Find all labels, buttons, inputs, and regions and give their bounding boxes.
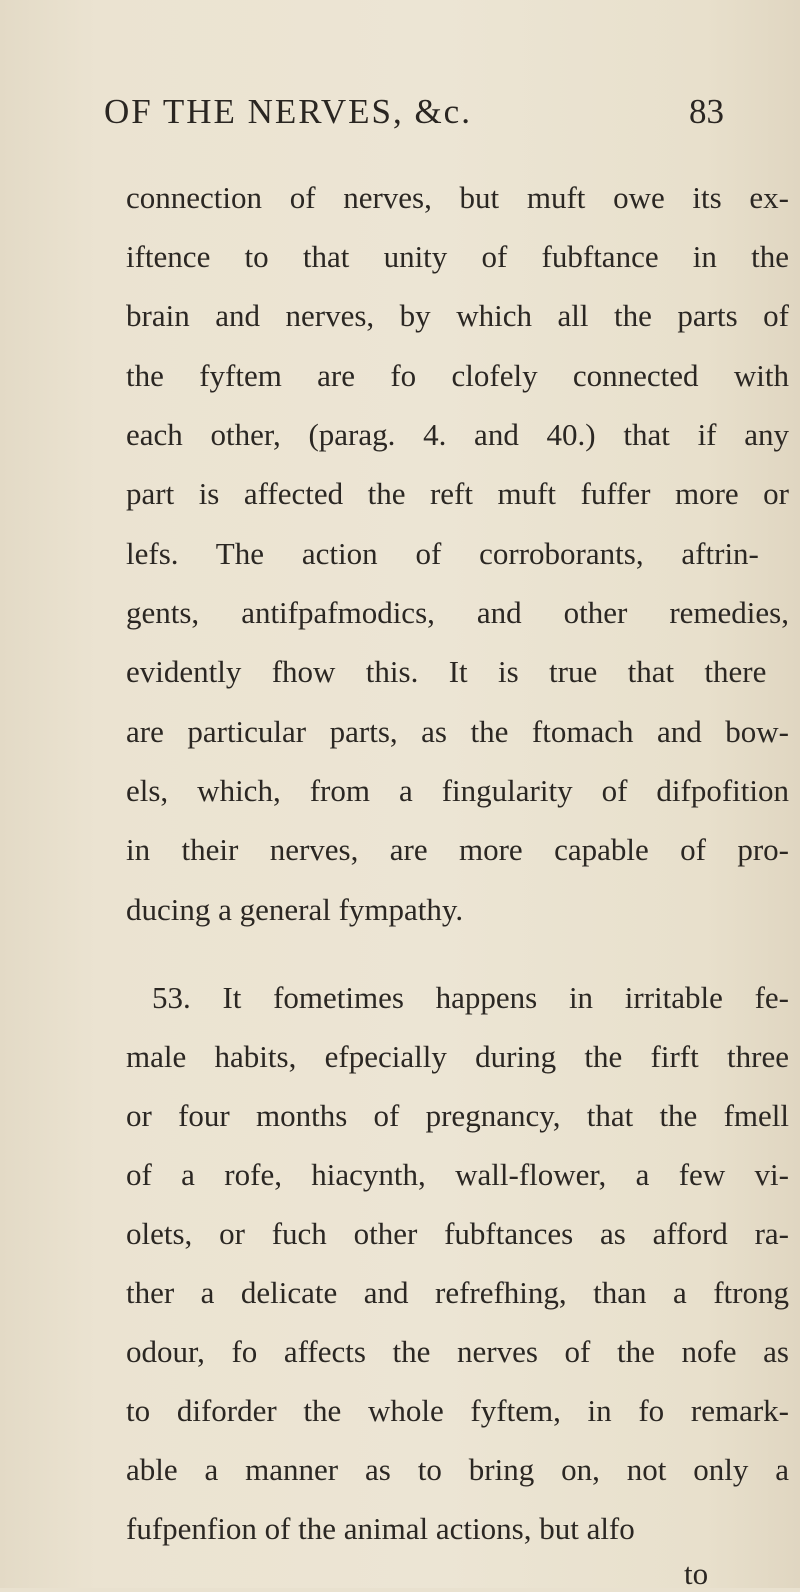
page-number: 83 — [689, 92, 724, 131]
text-line: 53. It fometimes happens in irritable fe- — [152, 980, 789, 1015]
running-head — [104, 92, 724, 140]
text-line: ducing a general fympathy. — [126, 892, 464, 927]
text-line: of a rofe, hiacynth, wall-flower, a few vi- — [126, 1157, 789, 1192]
text-line: evidently fhow this. It is true that there — [126, 654, 767, 689]
running-title: OF THE NERVES, &c. — [104, 92, 472, 131]
text-line: olets, or fuch other fubftances as afford ra- — [126, 1216, 789, 1251]
text-line: or four months of pregnancy, that the fmell — [126, 1098, 789, 1133]
catchword: to — [684, 1556, 709, 1591]
text-line: each other, (parag. 4. and 40.) that if any — [126, 417, 789, 452]
text-line: iftence to that unity of fubftance in the — [126, 239, 789, 274]
text-line: els, which, from a fingularity of difpofition — [126, 773, 789, 808]
text-line: lefs. The action of corroborants, aftrin- — [126, 536, 759, 571]
text-line: connection of nerves, but muft owe its ex- — [126, 180, 789, 215]
text-line: odour, fo affects the nerves of the nofe as — [126, 1334, 789, 1369]
text-line: fufpenfion of the animal actions, but alfo — [126, 1511, 635, 1546]
text-line: are particular parts, as the ftomach and bow- — [126, 714, 789, 749]
text-line: brain and nerves, by which all the parts of — [126, 298, 789, 333]
text-line: the fyftem are fo clofely connected with — [126, 358, 789, 393]
text-line: to diforder the whole fyftem, in fo remark- — [126, 1393, 789, 1428]
text-line: able a manner as to bring on, not only a — [126, 1452, 789, 1487]
text-line: male habits, efpecially during the firft three — [126, 1039, 789, 1074]
text-line: gents, antifpafmodics, and other remedies, — [126, 595, 789, 630]
text-line: part is affected the reft muft fuffer more or — [126, 476, 789, 511]
text-line: in their nerves, are more capable of pro- — [126, 832, 789, 867]
text-line: ther a delicate and refrefhing, than a ftrong — [126, 1275, 789, 1310]
